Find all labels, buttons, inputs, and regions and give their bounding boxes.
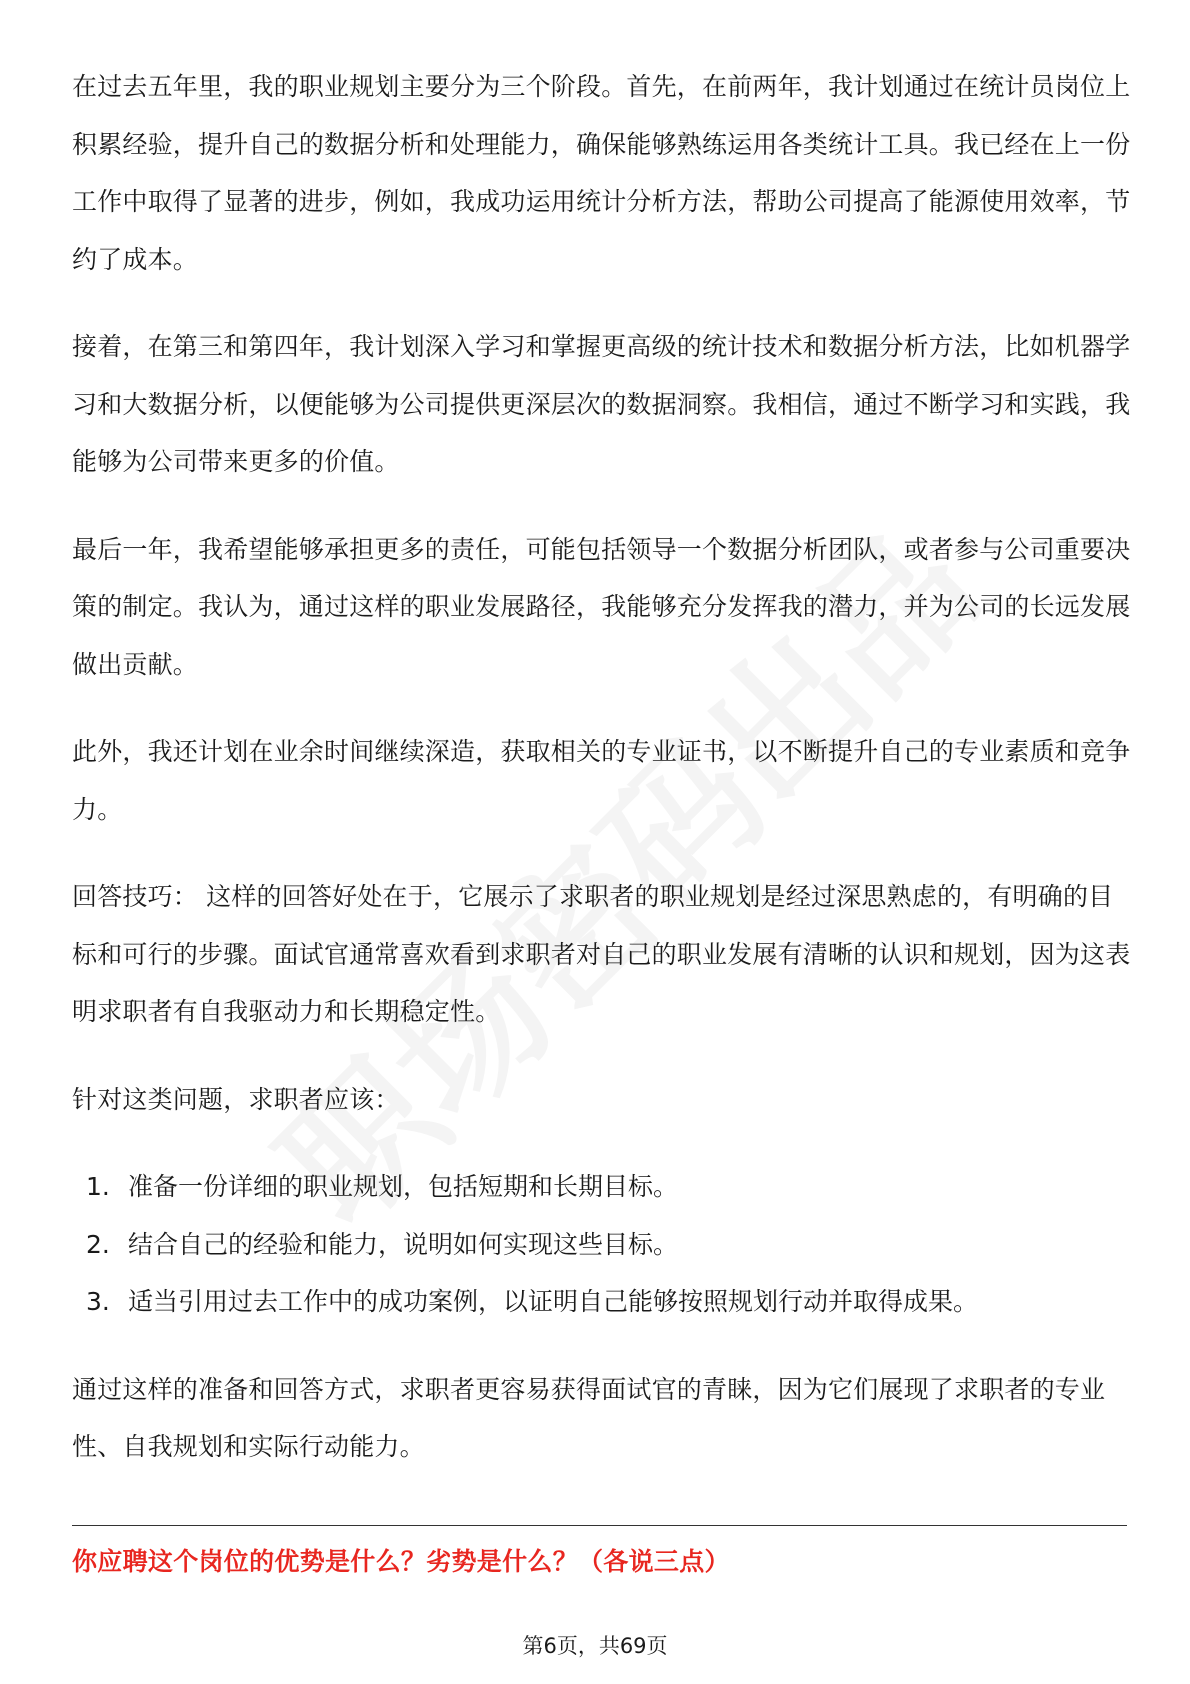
paragraph-1: 在过去五年里，我的职业规划主要分为三个阶段。首先，在前两年，我计划通过在统计员岗位上积累经验，提升自己的数据分析和处理能力，确保能够熟练运用各类统计工具。我已经在上一份工作中取得了显著的进步，例如，我成功运用统计分析方法，帮助公司提高了能源使用效率，节约了成本。 — [72, 72, 1131, 274]
list-intro: 针对这类问题，求职者应该： — [72, 1084, 400, 1114]
paragraph-4: 此外，我还计划在业余时间继续深造，获取相关的专业证书，以不断提升自己的专业素质和竞争力。 — [72, 737, 1131, 824]
closing-paragraph: 通过这样的准备和回答方式，求职者更容易获得面试官的青睐，因为它们展现了求职者的专业性、自我规划和实际行动能力。 — [72, 1374, 1106, 1461]
list-item-text: 适当引用过去工作中的成功案例，以证明自己能够按照规划行动并取得成果。 — [128, 1287, 979, 1316]
paragraph-2: 接着，在第三和第四年，我计划深入学习和掌握更高级的统计技术和数据分析方法，比如机器学习和大数据分析，以便能够为公司提供更深层次的数据洞察。我相信，通过不断学习和实践，我能够为公司带来更多的价值。 — [72, 332, 1131, 476]
next-question-heading: 你应聘这个岗位的优势是什么？劣势是什么？（各说三点） — [72, 1547, 730, 1576]
list-item — [72, 1216, 1132, 1274]
list-number: 3. — [86, 1287, 110, 1316]
page-footer: 第6页，共69页 — [522, 1634, 668, 1658]
section-divider — [72, 1525, 1127, 1526]
list-item-text: 结合自己的经验和能力，说明如何实现这些目标。 — [128, 1229, 679, 1259]
list-item — [72, 1273, 1132, 1331]
list-item-text: 准备一份详细的职业规划，包括短期和长期目标。 — [128, 1172, 679, 1201]
paragraph-3: 最后一年，我希望能够承担更多的责任，可能包括领导一个数据分析团队，或者参与公司重要决策的制定。我认为，通过这样的职业发展路径，我能够充分发挥我的潜力，并为公司的长远发展做出贡献。 — [72, 534, 1131, 679]
advice-list — [72, 1158, 1132, 1331]
answer-tips-paragraph: 回答技巧： 这样的回答好处在于，它展示了求职者的职业规划是经过深思熟虑的，有明确的目标和可行的步骤。面试官通常喜欢看到求职者对自己的职业发展有清晰的认识和规划，因为这表明求职者有自我驱动力和长期稳定性。 — [72, 882, 1131, 1026]
list-item — [72, 1158, 1132, 1216]
document-body — [72, 58, 1132, 1506]
list-number: 2. — [86, 1229, 110, 1259]
list-number: 1. — [86, 1172, 110, 1201]
